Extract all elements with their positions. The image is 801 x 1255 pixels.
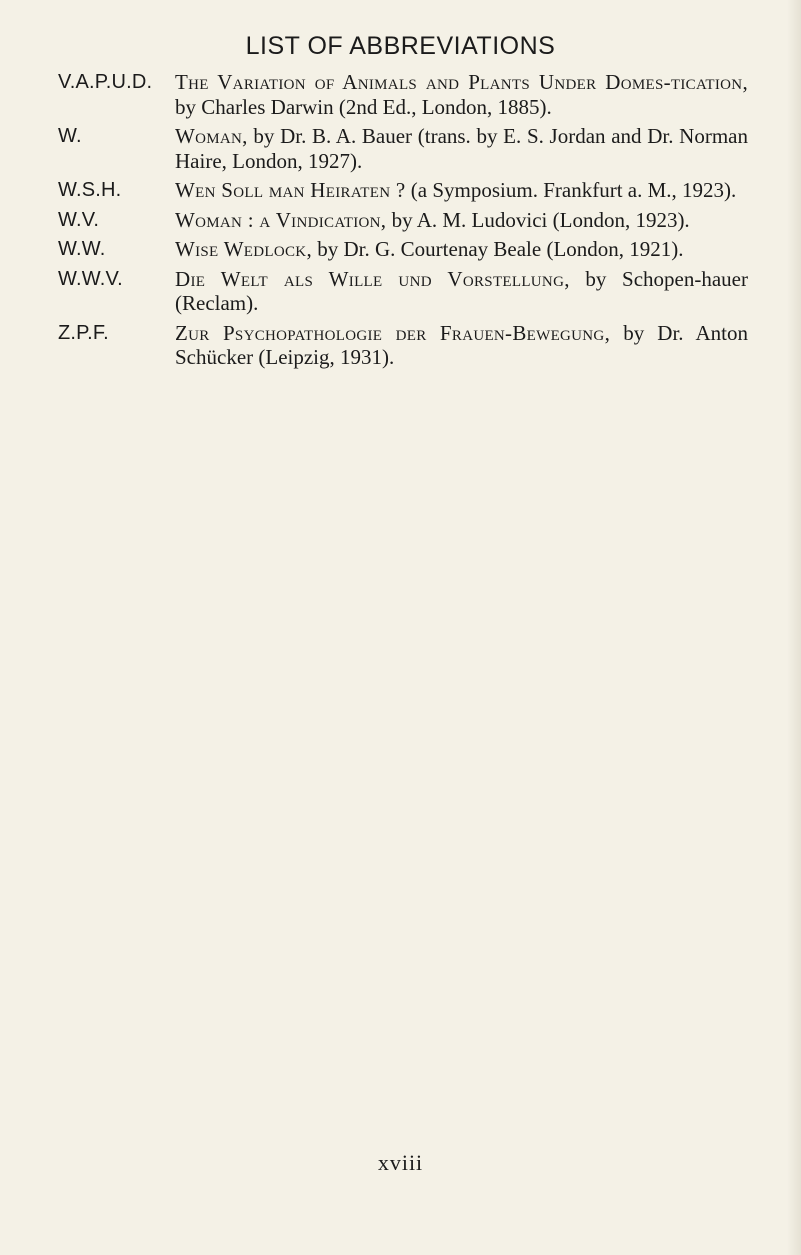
abbreviation-description [175,321,748,370]
abbreviation-entry [58,124,748,173]
abbreviation-entry [58,208,748,233]
abbreviation-description [175,267,748,316]
work-details: by Dr. G. Courtenay Beale (London, 1921). [312,237,684,261]
work-details: by Dr. B. A. Bauer (trans. by E. S. Jordan and Dr. Norman Haire, London, 1927). [175,124,748,173]
abbreviation-entry [58,321,748,370]
abbreviation-list [58,70,748,375]
work-title: The Variation of Animals and Plants Under Domes-tication, [175,70,748,94]
abbreviation-entry [58,267,748,316]
page-heading: LIST OF ABBREVIATIONS [245,32,556,60]
work-details: by A. M. Ludovici (London, 1923). [386,207,690,232]
work-details: by Schopen-hauer (Reclam). [175,266,748,315]
abbreviation-code: W.W. [58,238,106,260]
work-title: Zur Psychopathologie der Frauen-Bewegung, [175,320,611,345]
work-title: Woman, [175,124,248,148]
work-details: (a Symposium. Frankfurt a. M., 1923). [405,178,737,202]
abbreviation-description [175,237,748,262]
abbreviation-code: Z.P.F. [58,321,109,344]
page-number: xviii [377,1150,424,1175]
work-title: Die Welt als Wille und Vorstellung, [175,266,570,291]
abbreviation-code: V.A.P.U.D. [58,71,153,93]
abbreviation-code: W.S.H. [58,179,122,201]
abbreviation-entry [58,237,748,262]
abbreviation-description [175,124,748,173]
abbreviation-description [175,178,748,203]
abbreviation-code: W.V. [58,208,100,231]
work-title: Wen Soll man Heiraten ? [175,178,406,202]
work-details: by Dr. Anton Schücker (Leipzig, 1931). [175,320,748,369]
page-edge-shadow [787,0,801,1255]
abbreviation-description [175,70,748,119]
abbreviation-entry [58,178,748,203]
work-title: Woman : a Vindication, [175,207,387,232]
abbreviation-code: W. [58,125,82,147]
abbreviation-description [175,208,748,233]
work-title: Wise Wedlock, [175,237,312,261]
abbreviation-entry [58,70,748,119]
work-details: by Charles Darwin (2nd Ed., London, 1885). [175,94,552,119]
abbreviation-code: W.W.V. [58,267,123,290]
